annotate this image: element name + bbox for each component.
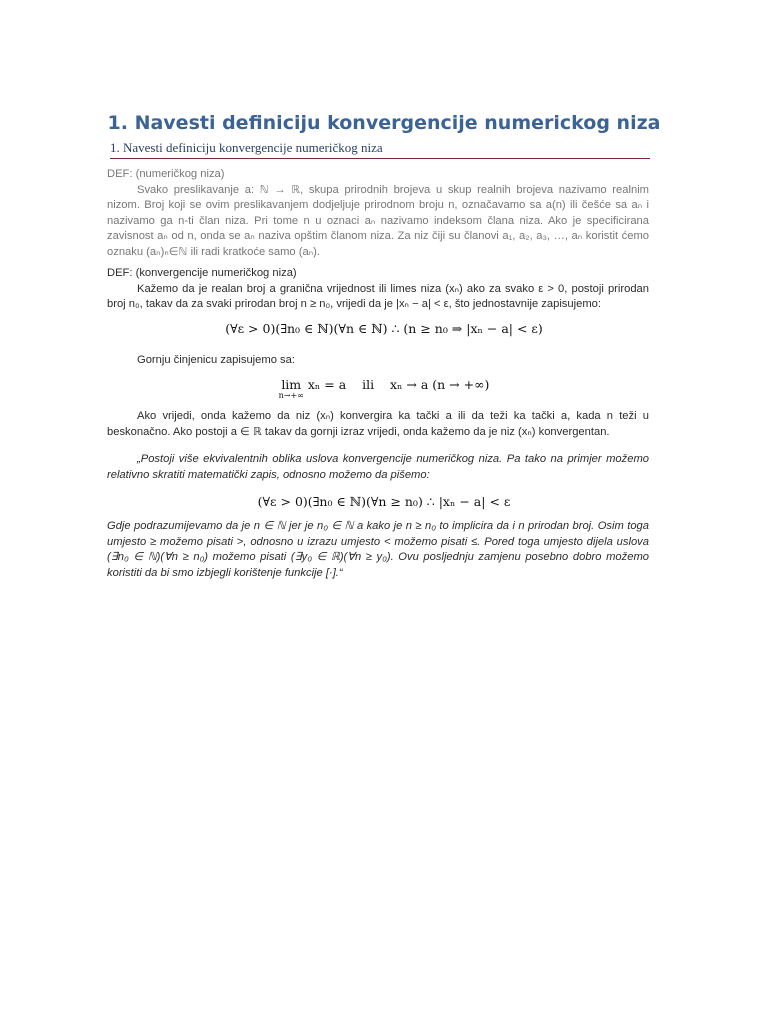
definition-sequence-label: DEF: (numeričkog niza) bbox=[107, 168, 225, 180]
limit-formula bbox=[0, 377, 768, 400]
short-convergence-formula: (∀ε > 0)(∃n₀ ∈ ℕ)(∀n ≥ n₀) ∴ |xₙ − a| < ε bbox=[257, 494, 511, 509]
convergence-formula: (∀ε > 0)(∃n₀ ∈ ℕ)(∀n ∈ ℕ) ∴ (n ≥ n₀ ⇒ |xₙ − a| < ε) bbox=[225, 321, 543, 336]
quote-intro bbox=[107, 452, 649, 483]
convergence-explanation-text: Ako vrijedi, onda kažemo da niz (xₙ) konvergira ka tački a ili da teži ka tački a, kada n teži u beskonačno. Ako postoji a ∈ ℝ takav da gornji izraz vrijedi, onda kažemo da je niz (xₙ) konvergentan. bbox=[107, 410, 649, 438]
page-title: 1. Navesti definiciju konvergencije numerickog niza bbox=[107, 112, 661, 134]
notation-note: Gornju činjenicu zapisujemo sa: bbox=[137, 354, 295, 366]
definition-convergence bbox=[107, 266, 649, 313]
limit-rest: xₙ = a ili xₙ → a (n → +∞) bbox=[307, 377, 490, 392]
definition-convergence-text: Kažemo da je realan broj a granična vrijednost ili limes niza (xₙ) ako za svako ε > 0, postoji prirodan broj n₀, takav da za svaki prirodan broj n ≥ n₀, vrijedi da je |xₙ − a| < ε, što jednostavnije zapisujemo: bbox=[107, 282, 649, 310]
limit-word: lim bbox=[281, 377, 302, 392]
definition-convergence-label: DEF: (konvergencije numeričkog niza) bbox=[107, 267, 297, 279]
limit-subscript: n→+∞ bbox=[278, 391, 304, 400]
quote-closing bbox=[107, 519, 649, 581]
quote-intro-text: „Postoji više ekvivalentnih oblika uslova konvergencije numeričkog niza. Pa tako na primjer možemo relativno skratiti matematički zapis, odnosno možemo da pišemo: bbox=[107, 453, 649, 481]
convergence-explanation bbox=[107, 409, 649, 440]
definition-sequence bbox=[107, 167, 649, 260]
quote-closing-text: Gdje podrazumijevamo da je n ∈ ℕ jer je n₀ ∈ ℕ a kako je n ≥ n₀ to implicira da i n prirodan broj. Osim toga umjesto ≥ možemo pisati >, odnosno u izrazu umjesto < možemo pisati ≤. Pored toga umjesto dijela uslova (∃n₀ ∈ ℕ)(∀n ≥ n₀) možemo pisati (∃y₀ ∈ ℝ)(∀n ≥ y₀). Ovu posljednju zamjenu posebno dobro možemo koristiti da bi smo izbjegli korištenje funkcije [·].“ bbox=[107, 520, 649, 579]
limit-operator bbox=[279, 377, 304, 400]
definition-sequence-text: Svako preslikavanje a: ℕ → ℝ, skupa prirodnih brojeva u skup realnih brojeva nazivamo realnim nizom. Broj koji se ovim preslikavanjem dodjeljuje prirodnom broju n, označavamo sa a(n) ili češće sa aₙ i nazivamo ga n-ti član niza. Pri tome n u oznaci aₙ nazivamo indeksom člana niza. Ako je specificirana zavisnost aₙ od n, onda se aₙ naziva opštim članom niza. Za niz čiji su članovi a₁, a₂, a₃, …, aₙ koristit ćemo oznaku (aₙ)ₙ∈ℕ ili radi kratkoće samo (aₙ). bbox=[107, 183, 649, 258]
section-heading: 1. Navesti definiciju konvergencije numeričkog niza bbox=[110, 140, 650, 159]
